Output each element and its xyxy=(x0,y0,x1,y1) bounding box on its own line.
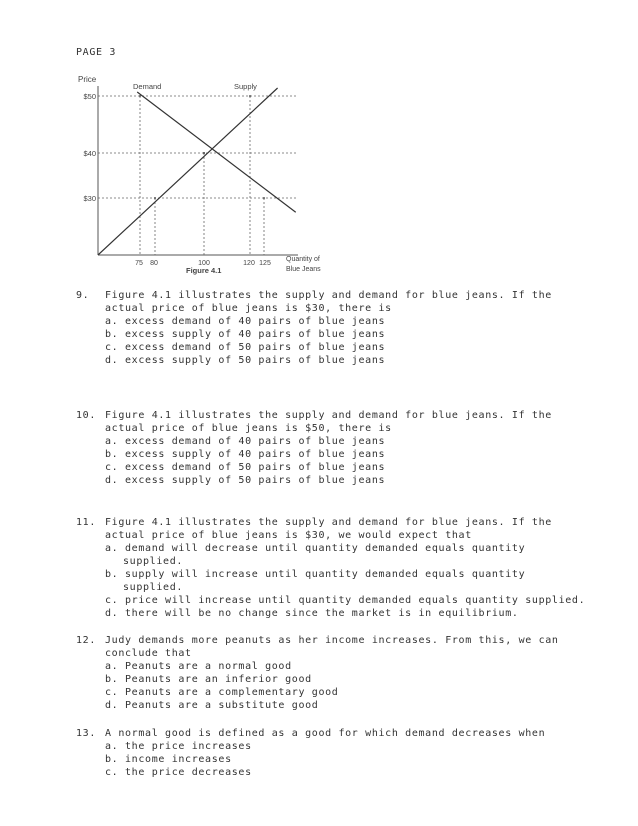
page-label: PAGE 3 xyxy=(76,47,117,58)
y-tick-label: $30 xyxy=(83,194,96,203)
question-body xyxy=(105,516,585,620)
question-stem-line: Judy demands more peanuts as her income increases. From this, we can xyxy=(105,635,559,646)
demand-label: Demand xyxy=(133,82,162,91)
question-number: 12. xyxy=(76,635,97,646)
question-stem-line: conclude that xyxy=(105,648,192,659)
question-body xyxy=(105,409,552,487)
supply-point-0 xyxy=(154,197,156,199)
x-tick-label: 80 xyxy=(150,260,158,267)
answer-option: c. price will increase until quantity demanded equals quantity supplied. xyxy=(105,595,586,606)
answer-option: c. excess demand of 50 pairs of blue jeans xyxy=(105,462,386,473)
question-body xyxy=(105,634,559,712)
answer-option: d. excess supply of 50 pairs of blue jeans xyxy=(105,355,386,366)
question-number: 11. xyxy=(76,517,97,528)
y-axis-label: Price xyxy=(78,75,97,84)
answer-option: d. Peanuts are a substitute good xyxy=(105,700,319,711)
answer-option: c. Peanuts are a complementary good xyxy=(105,687,339,698)
demand-curve xyxy=(137,92,296,212)
x-tick-label: 75 xyxy=(135,260,143,267)
supply-point-1 xyxy=(203,152,205,154)
question-stem-line: Figure 4.1 illustrates the supply and demand for blue jeans. If the xyxy=(105,410,552,421)
answer-option: a. the price increases xyxy=(105,741,252,752)
x-tick-label: 125 xyxy=(259,260,271,267)
question-body xyxy=(105,289,552,367)
question-body xyxy=(105,727,545,779)
x-axis-label-line1: Quantity of xyxy=(286,256,320,263)
x-axis-label-line2: Blue Jeans xyxy=(286,266,321,273)
supply-point-2 xyxy=(249,95,251,97)
supply-label: Supply xyxy=(234,82,257,91)
y-tick-label: $40 xyxy=(83,149,96,158)
question-stem-line: Figure 4.1 illustrates the supply and demand for blue jeans. If the xyxy=(105,290,552,301)
y-tick-label: $50 xyxy=(83,92,96,101)
answer-option-continued: supplied. xyxy=(123,582,184,593)
question-stem-line: A normal good is defined as a good for which demand decreases when xyxy=(105,728,546,739)
answer-option: a. excess demand of 40 pairs of blue jeans xyxy=(105,436,386,447)
answer-option-continued: supplied. xyxy=(123,556,184,567)
guide-lines xyxy=(98,96,298,255)
demand-point-2 xyxy=(263,197,265,199)
answer-option: d. excess supply of 50 pairs of blue jeans xyxy=(105,475,386,486)
question-number: 9. xyxy=(76,290,90,301)
answer-option: a. excess demand of 40 pairs of blue jeans xyxy=(105,316,386,327)
chart-labels xyxy=(78,75,321,275)
answer-option: c. the price decreases xyxy=(105,767,252,778)
question-stem-line: actual price of blue jeans is $30, we would expect that xyxy=(105,530,472,541)
answer-option: b. income increases xyxy=(105,754,232,765)
question-stem-line: actual price of blue jeans is $50, there is xyxy=(105,423,392,434)
answer-option: c. excess demand of 50 pairs of blue jeans xyxy=(105,342,386,353)
figure-4-1-chart xyxy=(0,0,638,290)
question-stem-line: actual price of blue jeans is $30, there is xyxy=(105,303,392,314)
answer-option: b. excess supply of 40 pairs of blue jeans xyxy=(105,449,386,460)
answer-option: d. there will be no change since the market is in equilibrium. xyxy=(105,608,519,619)
supply-curve xyxy=(98,88,278,255)
question-number: 13. xyxy=(76,728,97,739)
answer-option: b. excess supply of 40 pairs of blue jeans xyxy=(105,329,386,340)
chart-frame xyxy=(98,86,298,255)
curves xyxy=(98,88,296,255)
question-stem-line: Figure 4.1 illustrates the supply and demand for blue jeans. If the xyxy=(105,517,552,528)
answer-option: b. supply will increase until quantity demanded equals quantity xyxy=(105,569,526,580)
x-tick-label: 120 xyxy=(243,260,255,267)
answer-option: a. demand will decrease until quantity demanded equals quantity xyxy=(105,543,526,554)
figure-caption: Figure 4.1 xyxy=(186,266,222,275)
demand-point-0 xyxy=(139,95,141,97)
question-number: 10. xyxy=(76,410,97,421)
answer-option: a. Peanuts are a normal good xyxy=(105,661,292,672)
answer-option: b. Peanuts are an inferior good xyxy=(105,674,312,685)
x-tick-label: 100 xyxy=(198,260,210,267)
